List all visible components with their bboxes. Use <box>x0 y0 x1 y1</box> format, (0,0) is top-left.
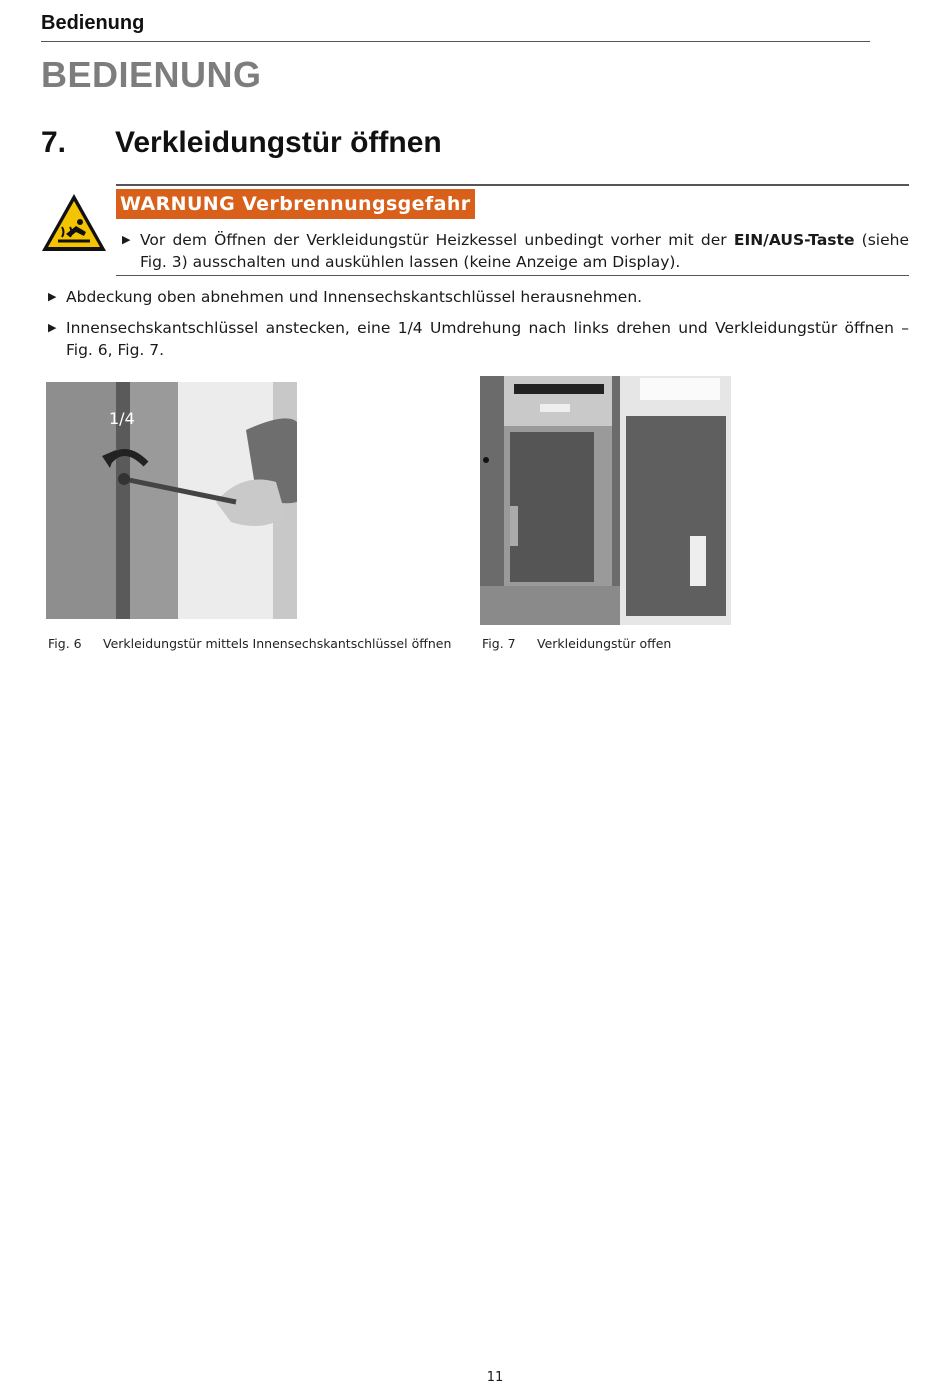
section-number: 7. <box>41 126 67 159</box>
warning-banner: WARNUNG Verbrennungsgefahr <box>116 189 475 219</box>
on-off-key-label: EIN/AUS-Taste <box>733 231 855 249</box>
header-rule <box>41 41 870 42</box>
warning-text-after: (siehe Fig. 3) ausschalten und auskühlen lassen (keine Anzeige am Display). <box>140 231 909 271</box>
section-title: Verkleidungstür öffnen <box>115 126 442 159</box>
step-item <box>48 317 909 361</box>
hot-surface-warning-icon <box>40 192 108 254</box>
figure-label: Fig. 7 <box>482 636 516 651</box>
running-header: Bedienung <box>41 12 145 34</box>
chapter-title: BEDIENUNG <box>41 54 262 95</box>
warning-rule-top <box>116 184 909 186</box>
warning-rule-bottom <box>116 275 909 276</box>
figure-label: Fig. 6 <box>48 636 82 651</box>
figure-caption-text: Verkleidungstür mittels Innensechskantschlüssel öffnen <box>103 636 452 651</box>
warning-text-before: Vor dem Öffnen der Verkleidungstür Heizkessel unbedingt vorher mit der <box>140 231 734 249</box>
bullet-arrow-icon: ▶ <box>48 321 57 334</box>
step-text: Innensechskantschlüssel anstecken, eine 1/4 Umdrehung nach links drehen und Verkleidungstür öffnen – Fig. 6, Fig. 7. <box>66 319 909 359</box>
step-item <box>48 286 909 308</box>
bullet-arrow-icon: ▶ <box>122 233 131 246</box>
bullet-arrow-icon: ▶ <box>48 290 57 303</box>
step-text: Abdeckung oben abnehmen und Innensechskantschlüssel herausnehmen. <box>66 288 643 306</box>
warning-instruction <box>122 229 909 273</box>
page-number: 11 <box>486 1370 504 1385</box>
figure-caption-text: Verkleidungstür offen <box>537 636 672 651</box>
rotation-label: 1/4 <box>109 409 135 428</box>
figure-6-photo <box>46 382 297 619</box>
figure-7-photo <box>480 376 731 625</box>
